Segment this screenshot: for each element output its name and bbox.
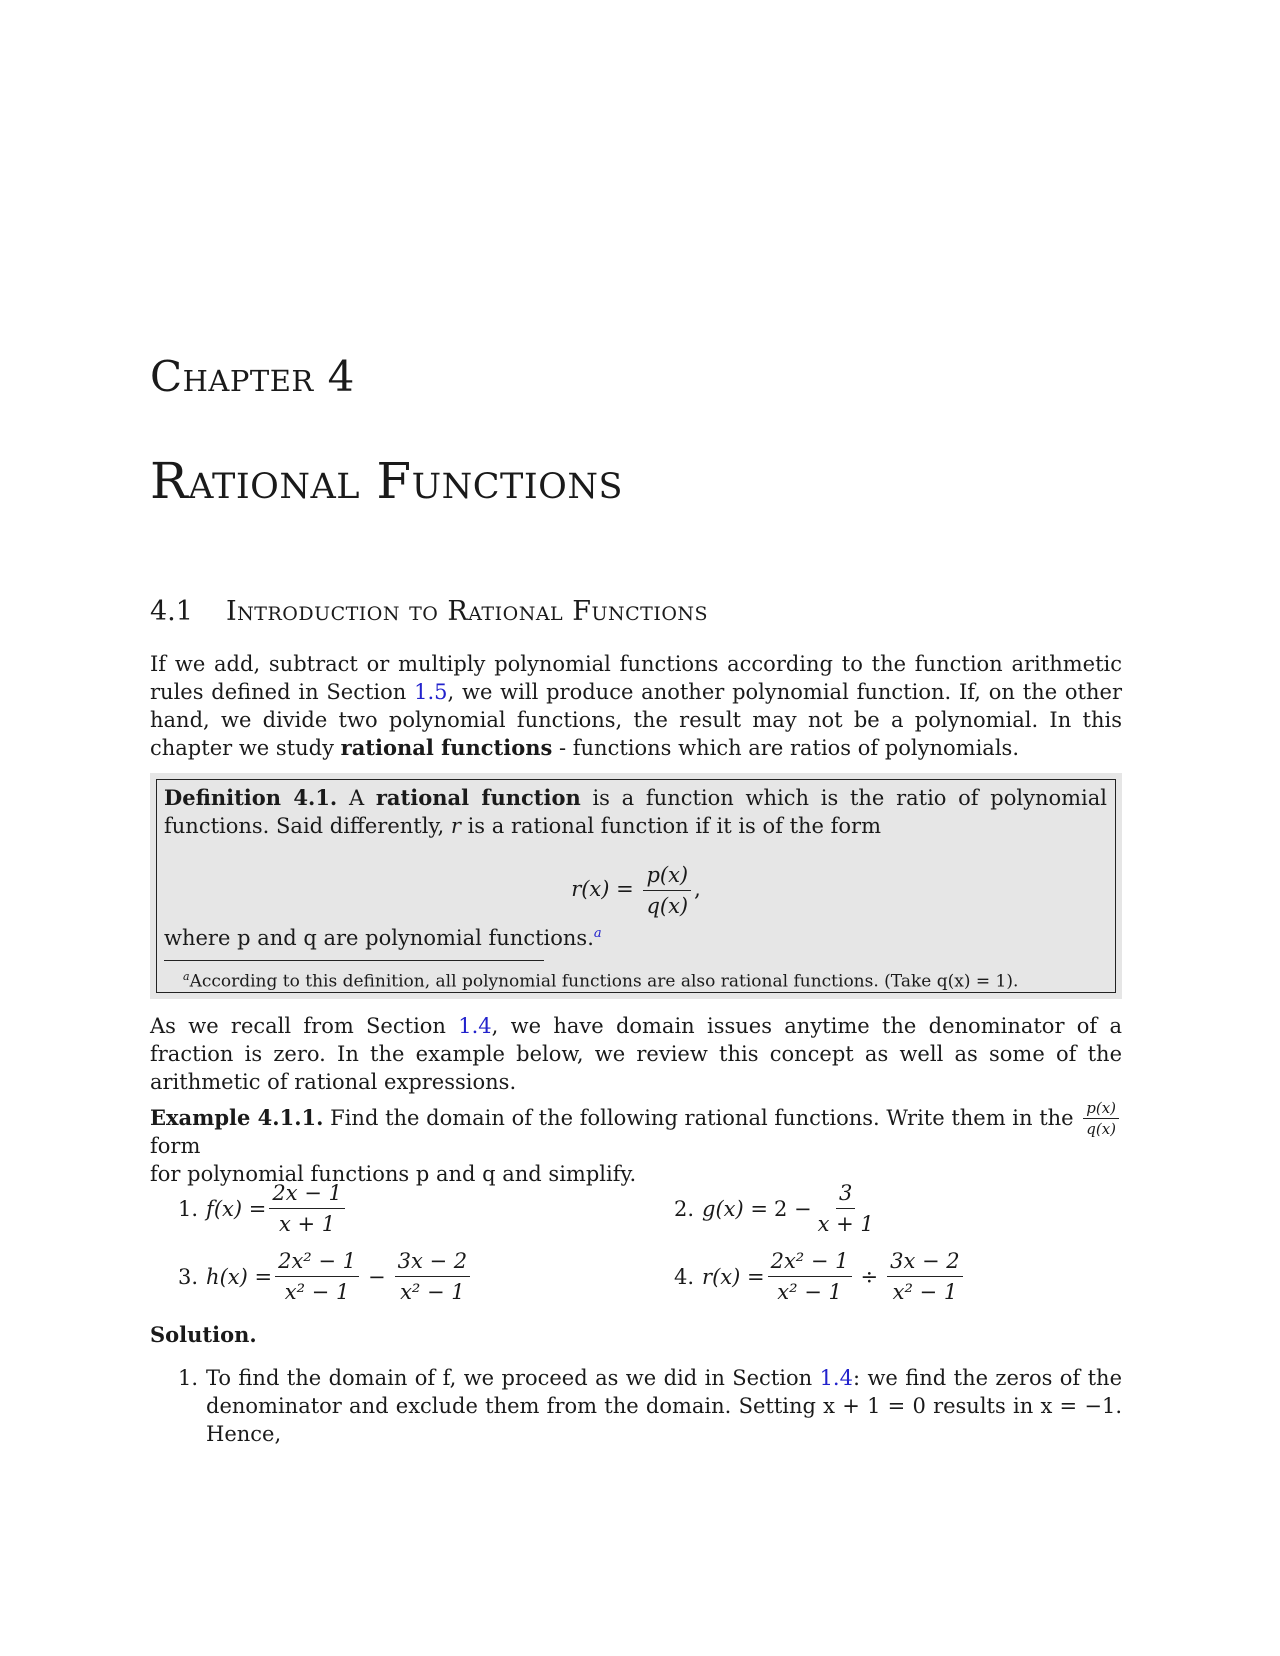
fraction-denominator: x + 1: [279, 1212, 336, 1236]
definition-label: Definition 4.1.: [164, 785, 338, 810]
solution-text-2: : we find the zeros of the denominator and exclude them from the domain. Setting x + 1 = 0 results in x = −1. Hence,: [206, 1366, 1122, 1446]
solution-item-text: [206, 1364, 1122, 1448]
example-item-fraction-1: [768, 1248, 852, 1305]
fraction-numerator: 2x² − 1: [768, 1248, 852, 1277]
example-label: Example 4.1.1.: [150, 1105, 324, 1130]
definition-where: [164, 926, 602, 950]
footnote-mark: a: [183, 970, 190, 983]
example-item-lhs: h(x) =: [206, 1264, 273, 1289]
example-item-2: [674, 1180, 880, 1237]
definition-frame: [156, 779, 1116, 993]
definition-text-2: is a function which is the ratio of polynomial functions. Said differently,: [164, 786, 1107, 838]
example-item-prefix: 2 −: [774, 1196, 812, 1221]
example-item-lhs: f(x) =: [206, 1196, 267, 1221]
example-item-fraction: [815, 1180, 877, 1237]
section-title: Introduction to Rational Functions: [226, 596, 709, 627]
example-form-numerator: p(x): [1083, 1100, 1119, 1119]
fraction-denominator: x² − 1: [400, 1280, 465, 1304]
example-item-fraction: [269, 1180, 345, 1237]
example-item-3: [178, 1248, 473, 1305]
fraction-denominator: x² − 1: [284, 1280, 350, 1304]
intro-text-3: - functions which are ratios of polynomials.: [552, 736, 1019, 760]
recall-text-2: , we have domain issues anytime the denominator of a fraction is zero. In the example below, we review this concept as well as some of the arithmetic of rational expressions.: [150, 1014, 1122, 1094]
solution-item-number: 1.: [178, 1366, 199, 1390]
fraction-numerator: 3x − 2: [887, 1248, 963, 1277]
intro-text-2: , we will produce another polynomial function. If, on the other hand, we divide two polynomial functions, the result may not be a polynomial. In this chapter we study: [150, 680, 1122, 760]
fraction-numerator: 2x − 1: [269, 1180, 345, 1209]
footnote: [183, 970, 1018, 992]
fraction-numerator: 3x − 2: [395, 1248, 471, 1277]
example-statement: [150, 1099, 1122, 1188]
definition-formula: [157, 862, 1115, 919]
section-link-1-5[interactable]: 1.5: [414, 680, 448, 704]
example-form-fraction: [1083, 1100, 1119, 1137]
example-item-4: [674, 1248, 966, 1305]
formula-denominator: q(x): [646, 894, 689, 918]
chapter-title: Rational Functions: [150, 452, 623, 510]
definition-where-text: where p and q are polynomial functions.: [164, 926, 594, 950]
intro-bold-term: rational functions: [340, 735, 553, 760]
example-item-number: 2.: [674, 1196, 695, 1221]
example-text-2: for polynomial functions p and q and simplify.: [150, 1162, 637, 1186]
definition-bold-term: rational function: [375, 785, 581, 810]
section-link-1-4-solution[interactable]: 1.4: [819, 1366, 853, 1390]
example-item-fraction-2: [395, 1248, 471, 1305]
definition-box: [150, 773, 1122, 999]
footnote-marker[interactable]: a: [593, 926, 602, 941]
example-item-fraction-2: [887, 1248, 963, 1305]
example-item-number: 4.: [674, 1264, 695, 1289]
formula-lhs: r(x) =: [571, 877, 634, 901]
example-form-denominator: q(x): [1086, 1120, 1116, 1138]
section-link-1-4[interactable]: 1.4: [458, 1014, 492, 1038]
intro-text-1: If we add, subtract or multiply polynomial functions according to the function arithmetic rules defined in Section: [150, 652, 1122, 704]
fraction-numerator: 3: [836, 1180, 855, 1209]
formula-numerator: p(x): [643, 862, 691, 891]
example-text-1: Find the domain of the following rational functions. Write them in the form: [150, 1106, 1074, 1158]
example-item-number: 3.: [178, 1264, 199, 1289]
fraction-denominator: x + 1: [817, 1212, 874, 1236]
section-number: 4.1: [150, 596, 193, 627]
definition-text-3: is a rational function if it is of the form: [460, 814, 882, 838]
example-item-lhs: r(x) =: [702, 1264, 765, 1289]
example-item-1: [178, 1180, 348, 1237]
solution-text-1: To find the domain of f, we proceed as we did in Section: [206, 1366, 820, 1390]
example-item-lhs: g(x) =: [702, 1196, 768, 1221]
definition-text: [164, 784, 1107, 840]
solution-item-1: [178, 1364, 1122, 1448]
example-item-fraction-1: [275, 1248, 359, 1305]
fraction-numerator: 2x² − 1: [275, 1248, 359, 1277]
recall-paragraph: [150, 1012, 1122, 1096]
chapter-label: Chapter 4: [150, 352, 355, 401]
fraction-denominator: x² − 1: [892, 1280, 958, 1304]
definition-variable: r: [450, 814, 461, 838]
section-heading: [150, 596, 708, 627]
fraction-denominator: x² − 1: [777, 1280, 842, 1304]
example-item-operator: −: [368, 1264, 386, 1289]
intro-paragraph: [150, 650, 1122, 762]
solution-label: Solution.: [150, 1322, 257, 1347]
footnote-rule: [164, 960, 544, 961]
example-item-operator: ÷: [860, 1264, 879, 1289]
definition-text-1: A: [337, 786, 376, 810]
recall-text-1: As we recall from Section: [150, 1014, 459, 1038]
example-item-number: 1.: [178, 1196, 199, 1221]
formula-tail: ,: [694, 877, 701, 901]
footnote-text: According to this definition, all polynomial functions are also rational functions. (Take q(x) = 1).: [189, 971, 1019, 992]
formula-fraction: [643, 862, 691, 919]
